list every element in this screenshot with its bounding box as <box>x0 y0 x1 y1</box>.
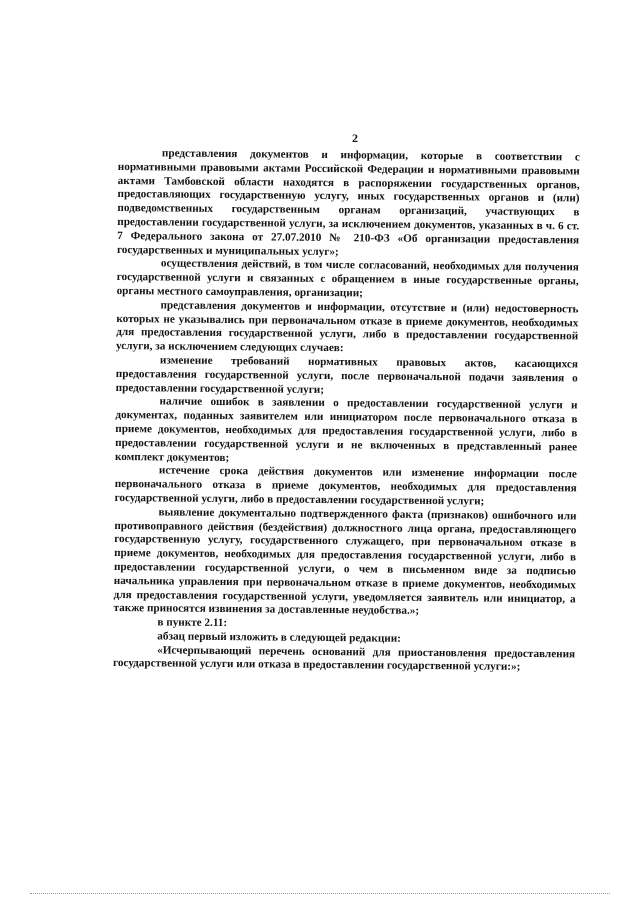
paragraph: выявление документально подтвержденного факта (признаков) ошибочного или противоправного действия (бездействия) должностного лица органа, предоставляющего государственную услугу, государственного служащего, при первоначальном отказе в приеме документов, необходимых для предоставления государственной услуги, либо в предоставлении государственной услуги, о чем в письменном виде за подписью начальника управления при первоначальном отказе в приеме документов, необходимых для предоставления государственной услуги, уведомляется заявитель или инициатор, а также приносятся извинения за доставленные неудобства.»; <box>113 506 577 618</box>
paragraph: наличие ошибок в заявлении о предоставлении государственной услуги и документах, поданных заявителем или инициатором после первоначального отказа в приеме документов, необходимых для предоставления государственной услуги, либо в предоставлении государственной услуги и не включенных в представленный ранее комплект документов; <box>114 395 578 464</box>
paragraph: «Исчерпывающий перечень оснований для приостановления предоставления государственной услуги или отказа в предоставлении государственной услуги:»; <box>112 644 576 674</box>
paragraph: изменение требований нормативных правовых актов, касающихся предоставления государственной услуги, после первоначальной подачи заявления о предоставлении государственной услуги; <box>115 354 578 396</box>
document-body <box>113 147 580 676</box>
scan-edge-artifact <box>30 893 610 894</box>
paragraph: представления документов и информации, которые в соответствии с нормативными правовыми актами Российской Федерации и нормативными правовыми актами Тамбовской области находятся в распоряжении государственных органов, предоставляющих государственную услугу, иных государственных органов и (или) подведомственных государственным органам организаций, участвующих в предоставлении государственной услуги, за исключением документов, указанных в ч. 6 ст. 7 Федерального закона от 27.07.2010 № 210-ФЗ «Об организации предоставления государственных и муниципальных услуг»; <box>116 147 580 258</box>
paragraph: представления документов и информации, отсутствие и (или) недостоверность которых не указывались при первоначальном отказе в приеме документов, необходимых для предоставления государственной услуги, либо в предоставлении государственной услуги, за исключением следующих случаев: <box>116 299 579 355</box>
paragraph: в пункте 2.11: <box>157 616 228 630</box>
paragraph: истечение срока действия документов или изменение информации после первоначального отказа в приеме документов, необходимых для предоставления государственной услуги, либо в предоставлении государственной услуги; <box>114 464 577 508</box>
page-number: 2 <box>352 131 358 145</box>
paragraph: осуществления действий, в том числе согласований, необходимых для получения государственной услуги и связанных с обращением в иные государственные органы, органы местного самоуправления, организации; <box>116 257 579 300</box>
paragraph: абзац первый изложить в следующей редакции: <box>157 630 401 645</box>
